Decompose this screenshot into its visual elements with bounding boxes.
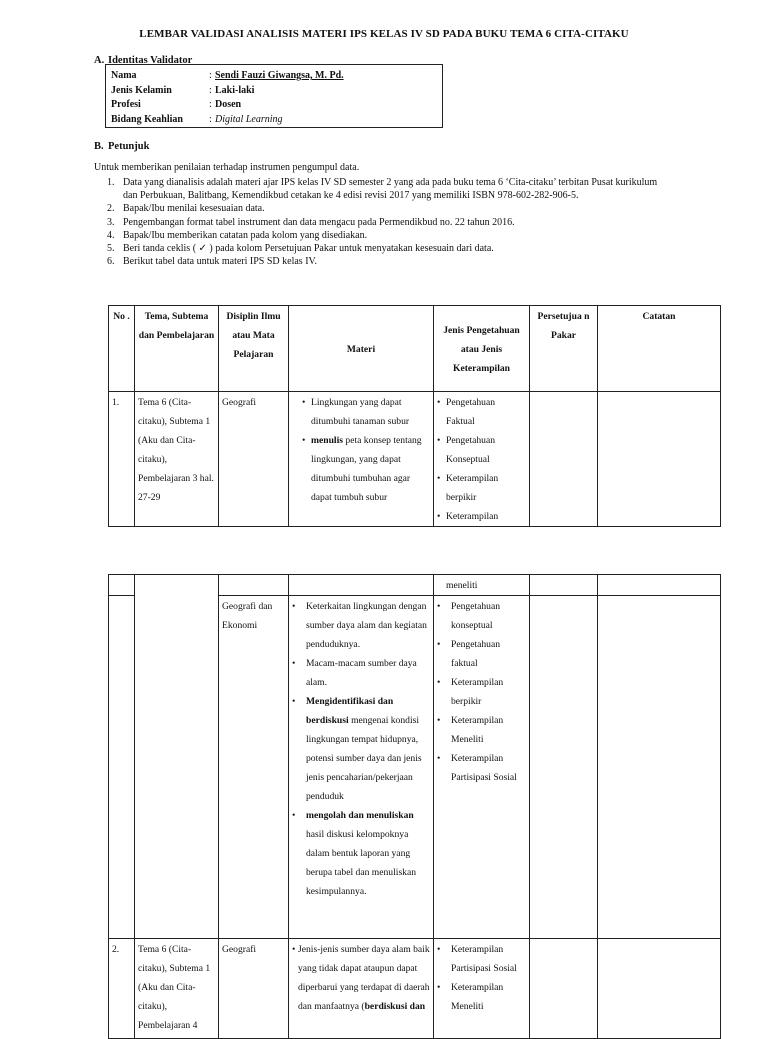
row-catatan-cell[interactable] bbox=[598, 392, 721, 527]
table-header-row bbox=[109, 306, 721, 392]
validator-row-jenis-kelamin: Jenis Kelamin : Laki-laki bbox=[106, 84, 442, 99]
validator-value: Sendi Fauzi Giwangsa, M. Pd. bbox=[215, 70, 344, 81]
materi-table-page-2 bbox=[108, 574, 721, 1039]
instruction-item: 5. Beri tanda ceklis ( ✓ ) pada kolom Persetujuan Pakar untuk menyatakan kesesuain dari data. bbox=[107, 243, 494, 255]
validator-label: Jenis Kelamin bbox=[111, 84, 172, 96]
validator-value: Digital Learning bbox=[215, 113, 283, 125]
validator-row-nama: Nama : Sendi Fauzi Giwangsa, M. Pd. bbox=[106, 69, 442, 84]
jenis-item: • Pengetahuan konseptual bbox=[437, 601, 501, 631]
page-title: LEMBAR VALIDASI ANALISIS MATERI IPS KELAS IV SD PADA BUKU TEMA 6 CITA-CITAKU bbox=[139, 28, 629, 40]
header-jenis: Jenis Pengetahuan atau Jenis Keterampilan bbox=[434, 306, 530, 392]
jenis-item: • Pengetahuan Konseptual bbox=[437, 435, 496, 465]
row-number: 1. bbox=[109, 392, 135, 527]
row-tema: Tema 6 (Cita-citaku), Subtema 1 (Aku dan Cita-citaku), Pembelajaran 4 bbox=[135, 939, 219, 1039]
row-persetujuan-cell[interactable] bbox=[530, 392, 598, 527]
materi-item: • Jenis-jenis sumber daya alam baik yang tidak dapat ataupun dapat diperbarui yang terdapat di daerah dan manfaatnya (berdiskusi dan bbox=[292, 944, 430, 1012]
materi-item: • mengolah dan menuliskan hasil diskusi kelompoknya dalam bentuk laporan yang berupa tabel dan menuliskan kesimpulannya. bbox=[292, 810, 417, 897]
header-materi: Materi bbox=[289, 306, 434, 392]
instruction-item: 1. Data yang dianalisis adalah materi ajar IPS kelas IV SD semester 2 yang ada pada buku tema 6 ‘Cita-citaku’ terbitan Pusat kurikulum dan Perbukuan, Balitbang, Kemendikbud cetakan ke 4 edisi revisi 2017 yang memiliki ISBN 978-602-282-906-5. bbox=[107, 177, 658, 202]
materi-item: • Keterkaitan lingkungan dengan sumber daya alam dan kegiatan penduduknya. bbox=[292, 601, 427, 650]
row-materi bbox=[289, 392, 434, 527]
instruction-item: 2. Bapak/Ibu menilai kesesuaian data. bbox=[107, 203, 265, 215]
jenis-item: • Pengetahuan Faktual bbox=[437, 397, 496, 427]
materi-item: • Macam-macam sumber daya alam. bbox=[292, 658, 417, 688]
header-disiplin: Disiplin Ilmu atau Mata Pelajaran bbox=[219, 306, 289, 392]
jenis-item: • Keterampilan Partisipasi Sosial bbox=[437, 944, 517, 974]
row-jenis bbox=[434, 392, 530, 527]
jenis-item: • Keterampilan bbox=[437, 511, 499, 522]
row-persetujuan-cell[interactable] bbox=[530, 596, 598, 939]
jenis-item: • Keterampilan Meneliti bbox=[437, 982, 504, 1012]
row-disiplin: Geografi bbox=[219, 392, 289, 527]
validator-label: Nama bbox=[111, 70, 137, 81]
header-no: No . bbox=[109, 306, 135, 392]
validator-row-profesi: Profesi : Dosen bbox=[106, 98, 442, 113]
table-row bbox=[109, 575, 721, 596]
jenis-item: • Keterampilan Meneliti bbox=[437, 715, 504, 745]
jenis-item: • Keterampilan Partisipasi Sosial bbox=[437, 753, 517, 783]
row-jenis: meneliti bbox=[434, 575, 530, 596]
row-disiplin: Geografi dan Ekonomi bbox=[219, 596, 289, 939]
row-number: 2. bbox=[109, 939, 135, 1039]
row-materi bbox=[289, 596, 434, 939]
jenis-item: • Keterampilan berpikir bbox=[437, 677, 504, 707]
row-catatan-cell[interactable] bbox=[598, 575, 721, 596]
materi-item: • menulis peta konsep tentang lingkungan, yang dapat ditumbuhi tumbuhan agar dapat tumbuh subur bbox=[302, 435, 422, 503]
section-a-heading: A. Identitas Validator bbox=[94, 55, 193, 66]
header-persetujuan: Persetujua n Pakar bbox=[530, 306, 598, 392]
validator-value: Laki-laki bbox=[215, 84, 255, 96]
table-row bbox=[109, 392, 721, 527]
row-tema: Tema 6 (Cita-citaku), Subtema 1 (Aku dan Cita-citaku), Pembelajaran 3 hal. 27-29 bbox=[135, 392, 219, 527]
instructions-intro: Untuk memberikan penilaian terhadap instrumen pengumpul data. bbox=[94, 162, 360, 173]
row-persetujuan-cell[interactable] bbox=[530, 575, 598, 596]
instruction-item: 3. Pengembangan format tabel instrument dan data mengacu pada Permendikbud no. 22 tahun 2016. bbox=[107, 216, 515, 228]
instructions-list bbox=[107, 176, 667, 268]
jenis-item: • Pengetahuan faktual bbox=[437, 639, 501, 669]
row-catatan-cell[interactable] bbox=[598, 596, 721, 939]
materi-item: • Lingkungan yang dapat ditumbuhi tanaman subur bbox=[302, 397, 410, 427]
instruction-item: 4. Bapak/Ibu memberikan catatan pada kolom yang disediakan. bbox=[107, 229, 368, 241]
row-disiplin: Geografi bbox=[219, 939, 289, 1039]
section-b-heading: B. Petunjuk bbox=[94, 141, 150, 152]
validator-value: Dosen bbox=[215, 99, 242, 110]
validator-label: Profesi bbox=[111, 99, 141, 110]
header-tema: Tema, Subtema dan Pembelajaran bbox=[135, 306, 219, 392]
materi-table-page-1 bbox=[108, 305, 721, 527]
header-catatan: Catatan bbox=[598, 306, 721, 392]
instruction-item: 6. Berikut tabel data untuk materi IPS SD kelas IV. bbox=[107, 256, 317, 268]
materi-item: • Mengidentifikasi dan berdiskusi mengenai kondisi lingkungan tempat hidupnya, potensi sumber daya dan jenis jenis pencaharian/pekerjaan penduduk bbox=[292, 696, 422, 802]
validator-label: Bidang Keahlian bbox=[111, 113, 183, 125]
validator-identity-box bbox=[105, 64, 443, 128]
validator-row-bidang: Bidang Keahlian : Digital Learning bbox=[106, 113, 442, 128]
jenis-item: • Keterampilan berpikir bbox=[437, 473, 499, 503]
row-jenis bbox=[434, 596, 530, 939]
